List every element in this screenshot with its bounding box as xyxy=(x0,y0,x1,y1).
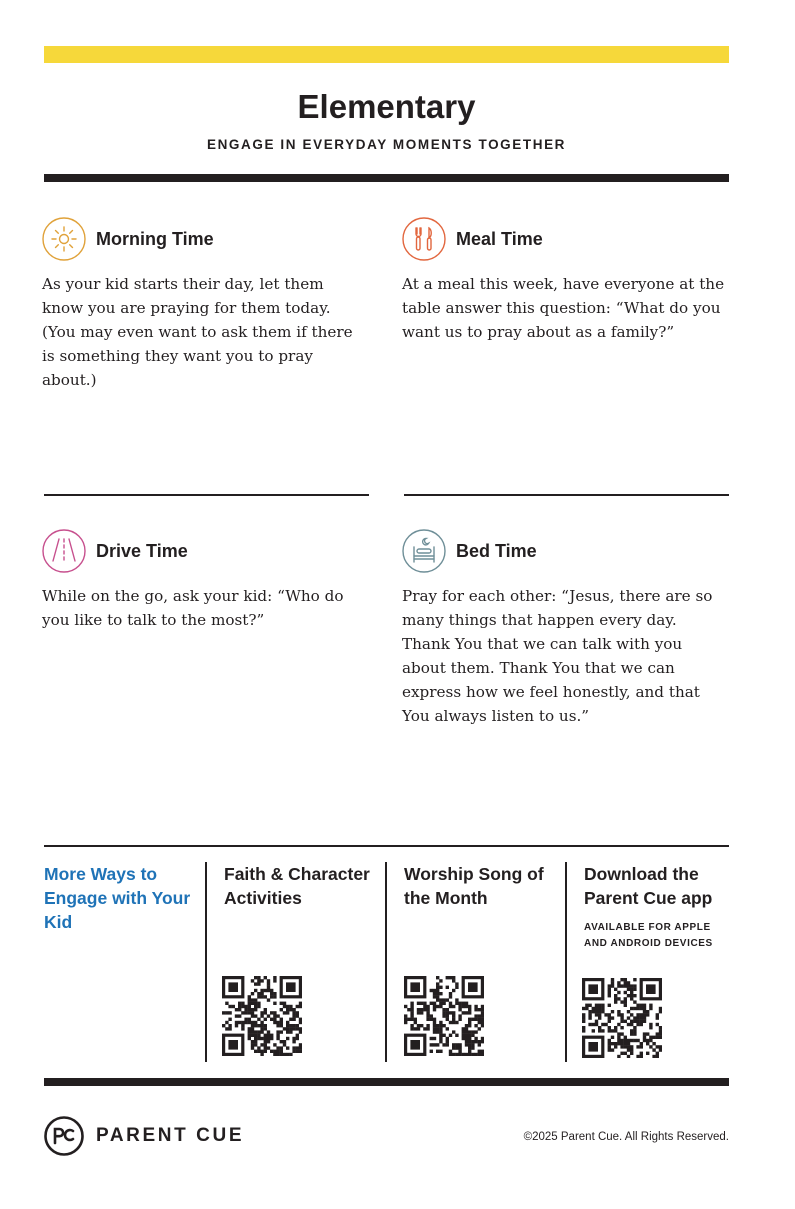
section-body: While on the go, ask your kid: “Who do you like to talk to the most?” xyxy=(42,587,344,629)
page-subtitle: ENGAGE IN EVERYDAY MOMENTS TOGETHER xyxy=(206,137,567,152)
footer-top-rule xyxy=(44,845,729,847)
section-title: Drive Time xyxy=(96,540,188,561)
section-divider xyxy=(44,494,369,496)
column-divider xyxy=(385,862,387,1062)
download-app-subtitle: AVAILABLE FOR APPLE AND ANDROID DEVICES xyxy=(584,922,713,949)
section-title: Bed Time xyxy=(456,540,537,561)
download-app-heading: Download the Parent Cue app xyxy=(584,864,713,908)
page-title: Elementary xyxy=(297,88,476,125)
section-body: At a meal this week, have everyone at the table answer this question: “What do you want us to pray about as a family?” xyxy=(402,275,725,341)
header-accent-bar xyxy=(44,46,729,63)
more-ways-heading: More Ways to Engage with Your Kid xyxy=(44,864,191,932)
sun-icon xyxy=(42,217,86,261)
section-body: Pray for each other: “Jesus, there are so many things that happen every day. Thank You that we can talk with you about them. Thank You that we can express how we feel honestly, and that You always listen to us.” xyxy=(402,587,713,725)
worship-song-heading: Worship Song of the Month xyxy=(404,864,544,908)
section-title: Morning Time xyxy=(96,228,214,249)
section-morning-time xyxy=(42,216,367,392)
bed-moon-icon xyxy=(402,529,446,573)
faith-activities-heading: Faith & Character Activities xyxy=(224,864,370,908)
column-divider xyxy=(565,862,567,1062)
section-divider xyxy=(404,494,729,496)
parent-cue-logo-text: PARENT CUE xyxy=(96,1125,245,1146)
parent-cue-logo-icon xyxy=(44,1116,84,1156)
footer-bottom-rule xyxy=(44,1078,729,1086)
section-bed-time xyxy=(402,528,727,728)
section-title: Meal Time xyxy=(456,228,543,249)
more-ways-column xyxy=(44,862,194,1062)
fork-knife-icon xyxy=(402,217,446,261)
copyright-text: ©2025 Parent Cue. All Rights Reserved. xyxy=(523,1131,729,1143)
download-app-qr-code[interactable] xyxy=(582,978,662,1058)
worship-song-qr-code[interactable] xyxy=(404,976,484,1056)
header-divider xyxy=(44,174,729,182)
section-drive-time xyxy=(42,528,367,632)
road-icon xyxy=(42,529,86,573)
parent-cue-logo[interactable] xyxy=(44,1116,244,1156)
faith-activities-qr-code[interactable] xyxy=(222,976,302,1056)
section-meal-time xyxy=(402,216,727,344)
column-divider xyxy=(205,862,207,1062)
section-body: As your kid starts their day, let them know you are praying for them today. (You may even want to ask them if there is something they want you to pray about.) xyxy=(42,275,353,389)
